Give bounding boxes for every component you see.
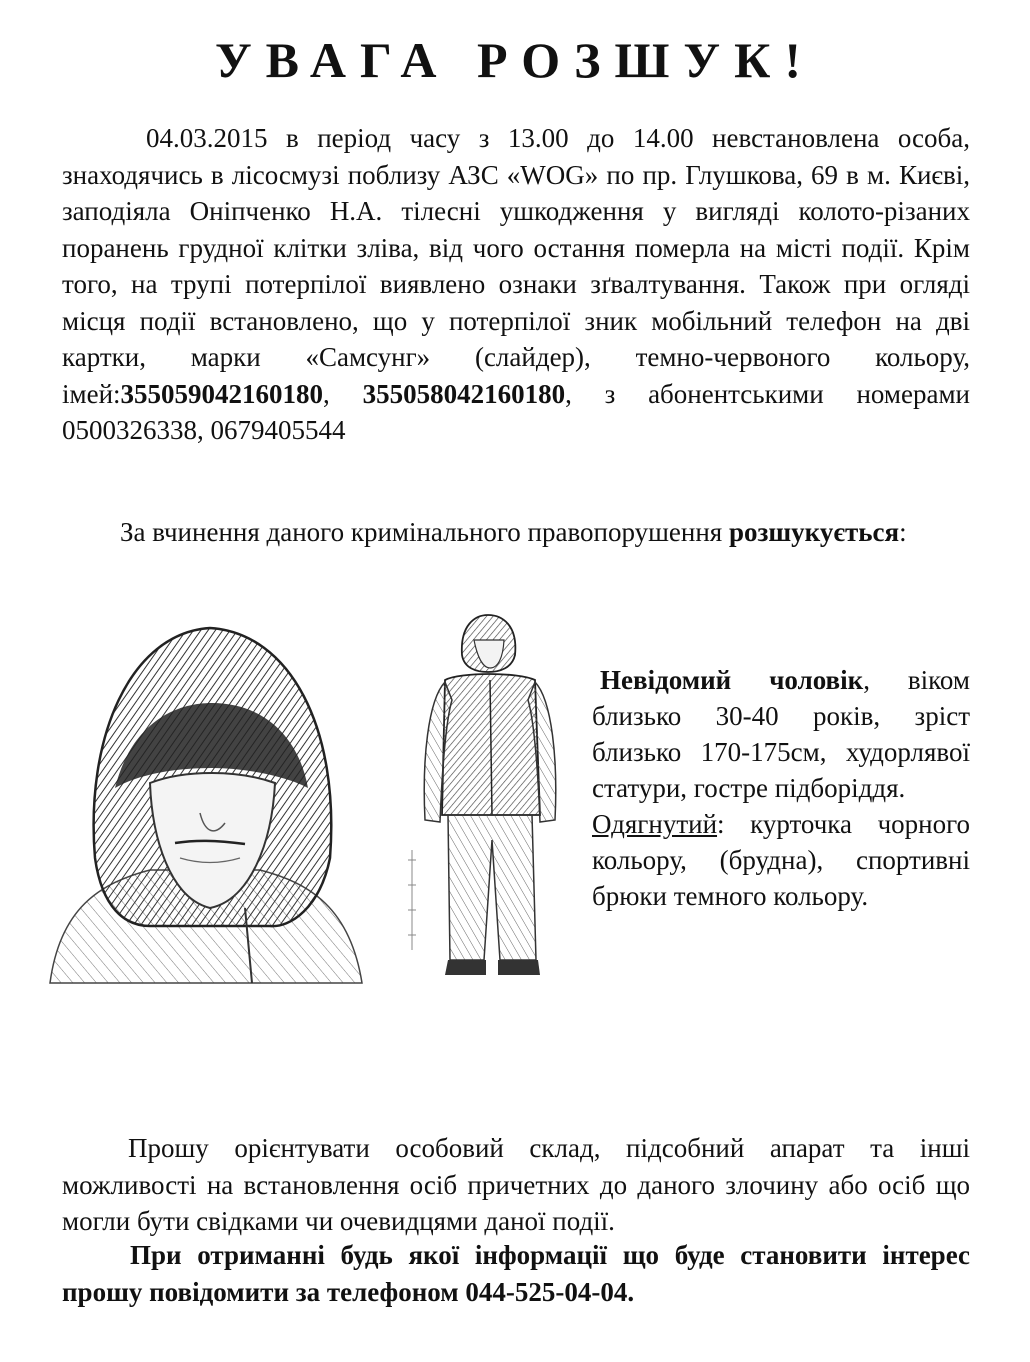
incident-text: 04.03.2015 в період часу з 13.00 до 14.00 невстановлена особа, знаходячись в лісосмузі поблизу АЗС «WOG» по пр. Глушкова, 69 в м. Києві, заподіяла Оніпченко Н.А. тілесні ушкодження у вигляді колото-різаних поранень грудної клітки зліва, від чого остання померла на місті події. Крім того, на трупі потерпілої виявлено ознаки зґвалтування. Також при огляді місця події встановлено, що у потерпілої зник мобільний телефон на дві картки, марки «Самсунг» (слайдер), темно-червоного кольору, імей:	[62, 123, 970, 409]
imei-separator: ,	[323, 378, 363, 409]
notice-title: УВАГА РОЗШУК!	[214, 32, 816, 88]
suspect-head-sketch	[40, 608, 370, 988]
imei-1: 355059042160180	[120, 378, 324, 409]
wanted-paragraph	[62, 514, 970, 551]
clothing-text: : курточка чорного кольору, (брудна), спортивні брюки темного кольору.	[592, 809, 970, 911]
wanted-emphasis: розшукується	[728, 517, 900, 547]
contact-paragraph: При отриманні будь якої інформації що буде становити інтерес прошу повідомити за телефоном 044-525-04-04.	[62, 1240, 970, 1307]
incident-paragraph	[62, 120, 970, 449]
suspect-name: Невідомий чоловік	[600, 665, 864, 695]
suspect-description	[592, 662, 970, 914]
imei-2: 355058042160180	[362, 378, 566, 409]
request-paragraph: Прошу орієнтувати особовий склад, підсобний апарат та інші можливості на встановлення осіб причетних до даного злочину або осіб що могли бути свідками чи очевидцями даної події.	[62, 1133, 970, 1236]
wanted-colon: :	[899, 517, 907, 547]
phone-numbers-text: , з абонентськими номерами 0500326338, 0679405544	[62, 378, 971, 445]
suspect-body-sketch	[400, 610, 580, 985]
wanted-text: За вчинення даного кримінального правопорушення	[120, 517, 729, 547]
clothing-label: Одягнутий	[592, 809, 718, 839]
suspect-details: , віком близько 30-40 років, зріст близько 170-175см, худорлявої статури, гостре підборіддя.	[592, 665, 970, 803]
